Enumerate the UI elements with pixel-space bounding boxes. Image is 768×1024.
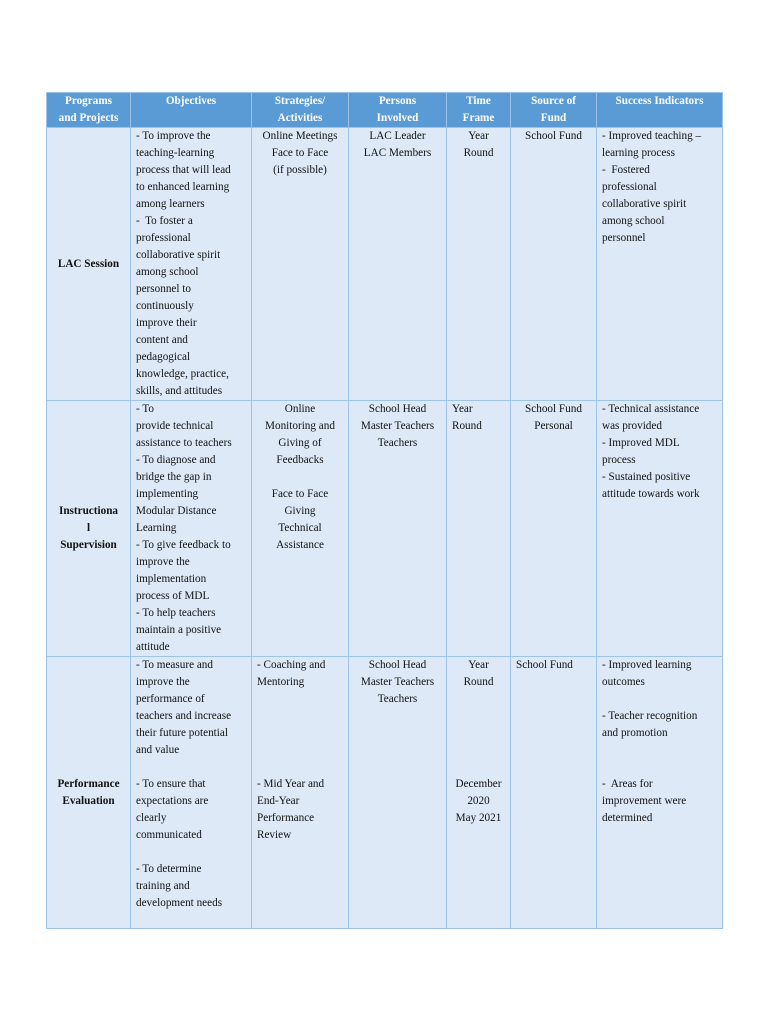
cell-line: Technical xyxy=(278,522,322,534)
cell-line: knowledge, practice, xyxy=(136,368,229,380)
fund-cell xyxy=(511,657,597,929)
header-line: Success Indicators xyxy=(615,95,704,107)
program-table xyxy=(46,92,723,929)
table-row xyxy=(47,401,723,657)
objectives-cell xyxy=(131,401,252,657)
cell-line: Year xyxy=(468,130,489,142)
cell-line xyxy=(602,742,717,759)
cell-line: - To determine xyxy=(136,863,202,875)
cell-line: - To xyxy=(136,403,154,415)
cell-line: Instructiona xyxy=(58,505,119,517)
cell-line: to enhanced learning xyxy=(136,181,230,193)
strategies-cell xyxy=(252,401,349,657)
cell-line: - To measure and xyxy=(136,659,213,671)
program-cell xyxy=(47,401,131,657)
cell-line: Round xyxy=(452,420,482,432)
table-body xyxy=(47,128,723,929)
cell-line: professional xyxy=(136,232,191,244)
cell-line: their future potential xyxy=(136,727,228,739)
persons-cell xyxy=(349,401,447,657)
cell-line: School Fund xyxy=(525,130,582,142)
cell-line: provide technical xyxy=(136,420,214,432)
cell-line: - Technical assistance xyxy=(602,403,700,415)
cell-line: - Mid Year and xyxy=(257,778,325,790)
cell-line: and promotion xyxy=(602,727,668,739)
cell-line: - Improved MDL xyxy=(602,437,680,449)
cell-line: Round xyxy=(463,147,494,159)
cell-line: performance of xyxy=(136,693,205,705)
time-frame-cell xyxy=(447,401,511,657)
cell-line: was provided xyxy=(602,420,662,432)
cell-line: Face to Face xyxy=(271,147,329,159)
cell-line: School Head xyxy=(368,659,427,671)
header-source-of-fund xyxy=(511,93,597,128)
table-row xyxy=(47,128,723,401)
cell-line: personnel xyxy=(602,232,646,244)
header-row xyxy=(47,93,723,128)
cell-line: collaborative spirit xyxy=(136,249,221,261)
cell-line: Master Teachers xyxy=(360,420,435,432)
header-line: Activities xyxy=(277,112,323,124)
header-line: Fund xyxy=(540,112,567,124)
cell-line xyxy=(602,759,717,776)
program-cell xyxy=(47,128,131,401)
cell-line: assistance to teachers xyxy=(136,437,232,449)
cell-line: - To give feedback to xyxy=(136,539,231,551)
cell-line: - To help teachers xyxy=(136,607,216,619)
cell-line: among school xyxy=(136,266,199,278)
cell-line: LAC Session xyxy=(57,257,120,270)
cell-line: Giving xyxy=(284,505,316,517)
persons-cell xyxy=(349,657,447,929)
cell-line: continuously xyxy=(136,300,194,312)
persons-cell xyxy=(349,128,447,401)
header-line: Strategies/ xyxy=(274,95,326,107)
cell-line: - To diagnose and xyxy=(136,454,216,466)
cell-line: Online xyxy=(284,403,316,415)
header-line: Frame xyxy=(462,112,495,124)
cell-line: December xyxy=(455,778,502,790)
cell-line xyxy=(257,759,343,776)
cell-line xyxy=(452,725,505,742)
header-line: Source of xyxy=(531,95,576,107)
cell-line: improve the xyxy=(136,556,190,568)
cell-line: skills, and attitudes xyxy=(136,385,223,397)
cell-line: improve the xyxy=(136,676,190,688)
cell-line: implementing xyxy=(136,488,199,500)
cell-line: improve their xyxy=(136,317,197,329)
cell-line: Evaluation xyxy=(62,794,115,807)
time-frame-cell xyxy=(447,128,511,401)
cell-line: LAC Leader xyxy=(369,130,426,142)
cell-line xyxy=(257,742,343,759)
cell-line: - Fostered xyxy=(602,164,650,176)
cell-line: 2020 xyxy=(467,795,490,807)
cell-line: School Fund xyxy=(525,403,582,415)
cell-line xyxy=(257,691,343,708)
cell-line xyxy=(136,844,246,861)
table-row xyxy=(47,657,723,929)
cell-line xyxy=(136,759,246,776)
fund-cell xyxy=(511,128,597,401)
cell-line: attitude towards work xyxy=(602,488,700,500)
cell-line: Performance xyxy=(57,777,120,790)
header-objectives xyxy=(131,93,252,128)
cell-line: Teachers xyxy=(377,437,418,449)
cell-line: LAC Members xyxy=(363,147,432,159)
cell-line xyxy=(452,742,505,759)
cell-line: Feedbacks xyxy=(276,454,324,466)
cell-line: Year xyxy=(452,403,473,415)
cell-line: Monitoring and xyxy=(265,420,335,432)
cell-line: (if possible) xyxy=(273,164,327,176)
header-line: and Projects xyxy=(58,112,119,124)
cell-line: - Coaching and xyxy=(257,659,326,671)
cell-line: Round xyxy=(463,676,494,688)
cell-line: - Sustained positive xyxy=(602,471,691,483)
header-success-indicators xyxy=(597,93,723,128)
cell-line: teaching-learning xyxy=(136,147,215,159)
cell-line: Face to Face xyxy=(271,488,329,500)
cell-line: - Areas for xyxy=(602,778,653,790)
cell-line: Online Meetings xyxy=(262,130,338,142)
cell-line: among learners xyxy=(136,198,205,210)
cell-line: process xyxy=(602,454,636,466)
cell-line: learning process xyxy=(602,147,676,159)
cell-line: School Fund xyxy=(516,659,573,671)
header-line: Persons xyxy=(378,95,417,107)
cell-line: Year xyxy=(468,659,489,671)
cell-line: - To foster a xyxy=(136,215,193,227)
cell-line: End-Year xyxy=(257,795,300,807)
header-line: Programs xyxy=(64,95,113,107)
program-cell xyxy=(47,657,131,929)
header-line: Involved xyxy=(376,112,419,124)
cell-line: Master Teachers xyxy=(360,676,435,688)
cell-line: Personal xyxy=(534,420,573,432)
cell-line xyxy=(602,691,717,708)
indicators-cell xyxy=(597,401,723,657)
objectives-cell xyxy=(131,657,252,929)
strategies-cell xyxy=(252,657,349,929)
header-time-frame xyxy=(447,93,511,128)
cell-line: and value xyxy=(136,744,180,756)
header-persons xyxy=(349,93,447,128)
fund-cell xyxy=(511,401,597,657)
cell-line: among school xyxy=(602,215,665,227)
cell-line: clearly xyxy=(136,812,167,824)
cell-line: training and xyxy=(136,880,190,892)
cell-line: maintain a positive xyxy=(136,624,222,636)
cell-line xyxy=(452,759,505,776)
cell-line xyxy=(452,691,505,708)
cell-line: Assistance xyxy=(276,539,324,551)
objectives-cell xyxy=(131,128,252,401)
cell-line: - Teacher recognition xyxy=(602,710,698,722)
cell-line xyxy=(257,469,343,486)
cell-line: attitude xyxy=(136,641,170,653)
cell-line: bridge the gap in xyxy=(136,471,212,483)
cell-line: - To ensure that xyxy=(136,778,206,790)
header-programs xyxy=(47,93,131,128)
cell-line: pedagogical xyxy=(136,351,191,363)
cell-line: May 2021 xyxy=(455,812,502,824)
cell-line: communicated xyxy=(136,829,202,841)
cell-line: outcomes xyxy=(602,676,645,688)
cell-line: - To improve the xyxy=(136,130,211,142)
cell-line xyxy=(257,708,343,725)
cell-line: - Improved learning xyxy=(602,659,692,671)
header-strategies xyxy=(252,93,349,128)
cell-line: expectations are xyxy=(136,795,209,807)
cell-line: School Head xyxy=(368,403,427,415)
cell-line: l xyxy=(86,522,91,534)
indicators-cell xyxy=(597,128,723,401)
cell-line: Mentoring xyxy=(257,676,305,688)
cell-line: teachers and increase xyxy=(136,710,232,722)
cell-line: process of MDL xyxy=(136,590,210,602)
time-frame-cell xyxy=(447,657,511,929)
cell-line: - Improved teaching – xyxy=(602,130,702,142)
cell-line: content and xyxy=(136,334,188,346)
cell-line: Modular Distance xyxy=(136,505,217,517)
indicators-cell xyxy=(597,657,723,929)
cell-line xyxy=(257,725,343,742)
cell-line: determined xyxy=(602,812,653,824)
cell-line: collaborative spirit xyxy=(602,198,687,210)
cell-line: implementation xyxy=(136,573,207,585)
header-line: Time xyxy=(466,95,491,107)
cell-line: Teachers xyxy=(377,693,418,705)
header-line: Objectives xyxy=(165,95,217,107)
cell-line: Performance xyxy=(257,812,315,824)
cell-line: Supervision xyxy=(60,539,117,551)
cell-line: Learning xyxy=(136,522,177,534)
cell-line: professional xyxy=(602,181,657,193)
cell-line: process that will lead xyxy=(136,164,231,176)
cell-line: Giving of xyxy=(278,437,322,449)
strategies-cell xyxy=(252,128,349,401)
cell-line: Review xyxy=(257,829,292,841)
cell-line xyxy=(452,708,505,725)
cell-line: personnel to xyxy=(136,283,191,295)
cell-line: improvement were xyxy=(602,795,687,807)
cell-line: development needs xyxy=(136,897,223,909)
